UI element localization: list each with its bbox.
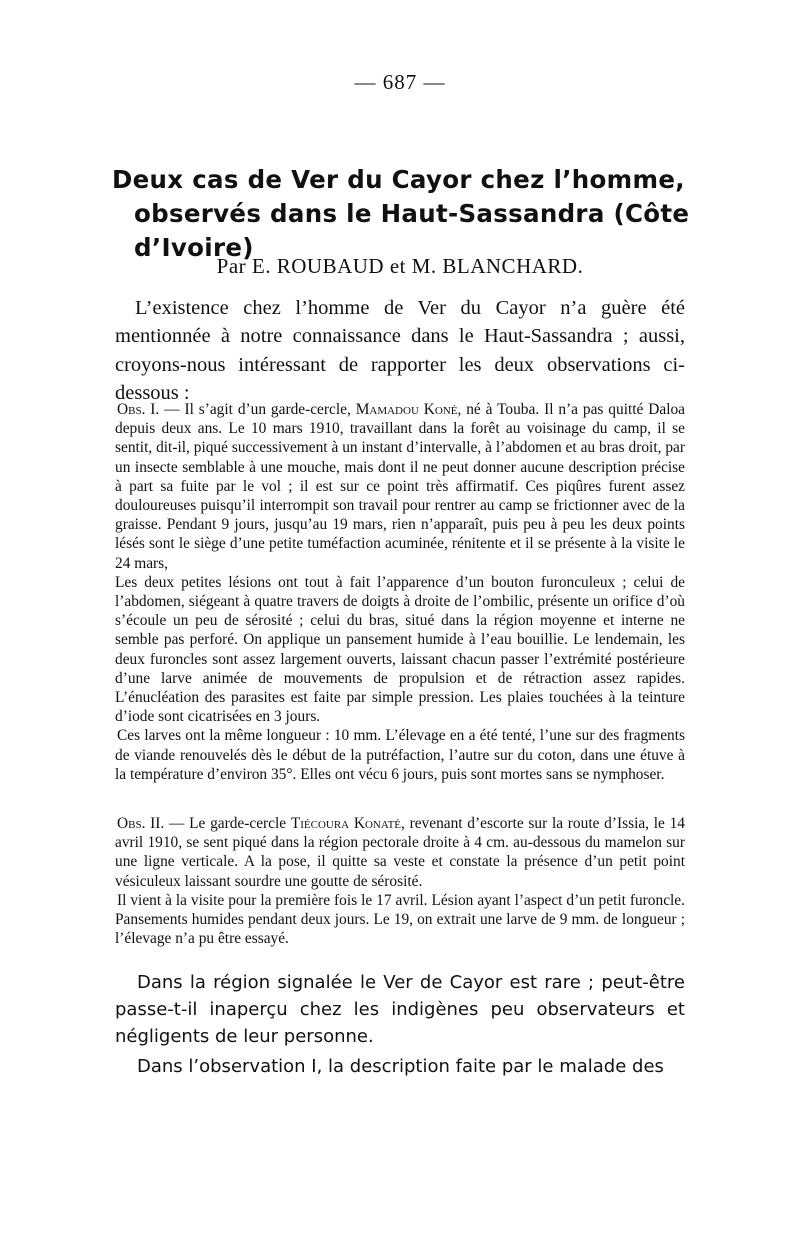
observation-1-paragraph-2: Les deux petites lésions ont tout à fait l’apparence d’un bouton furonculeux ; celui de l’abdomen, siégeant à quatre travers de doigts à droite de l’ombilic, présente un orifice d’où s’écoule un peu de sérosité ; celui du bras, situé dans la région moyenne et interne ne semble pas perforé. On applique un pansement humide à l’eau bouillie. Le lendemain, les deux furoncles sont assez largement ouverts, laissant chacun passer l’extrémité postérieure d’une larve animée de mouvements de propulsion et de rétraction assez rapides. L’énucléation des parasites est faite par simple pression. Les plaies touchées à la teinture d’iode sont cicatrisées en 3 jours. bbox=[115, 573, 685, 726]
observation-1 bbox=[115, 400, 685, 784]
observation-2 bbox=[115, 814, 685, 948]
observation-2-text-a: Le garde-cercle bbox=[184, 815, 291, 832]
authors-byline: Par E. ROUBAUD et M. BLANCHARD. bbox=[216, 254, 584, 278]
intro-paragraph: L’existence chez l’homme de Ver du Cayor n’a guère été mentionnée à notre connaissance dans le Haut-Sassandra ; aussi, croyons-nous intéressant de rapporter les deux observations ci-dessous : bbox=[115, 297, 685, 404]
observation-1-text-a: Il s’agit d’un garde-cercle, bbox=[179, 401, 356, 418]
observation-1-label: Obs. I. — bbox=[117, 401, 180, 418]
observation-1-text-b: , né à Touba. Il n’a pas quitté Daloa depuis deux ans. Le 10 mars 1910, travaillant dans la forêt au voisinage du camp, il se sentit, dit-il, piqué successivement à un instant d’intervalle, à l’abdomen et au bras droit, par un insecte semblable à une mouche, mais dont il ne peut donner aucune description précise à part sa fuite par le vol ; il est sur ce point très affirmatif. Ces piqûres furent assez douloureuses puisqu’il interrompit son travail pour rentrer au camp se frictionner avec de la graisse. Pendant 9 jours, jusqu’au 19 mars, rien n’apparaît, puis peu à peu les deux points lésés sont le siège d’une petite tuméfaction acuminée, rénitente et il se présente à la visite le 24 mars, bbox=[115, 401, 685, 572]
observation-1-paragraph-1 bbox=[115, 400, 685, 573]
closing-text bbox=[115, 970, 685, 1081]
closing-paragraph-2: Dans l’observation I, la description faite par le malade des bbox=[137, 1056, 664, 1078]
observation-1-paragraph-3: Ces larves ont la même longueur : 10 mm. L’élevage en a été tenté, l’une sur des fragments de viande renouvelés dès le début de la putréfaction, l’autre sur du coton, dans une étuve à la température d’environ 35°. Elles ont vécu 6 jours, puis sont mortes sans se nymphoser. bbox=[115, 727, 685, 783]
closing-paragraph-1: Dans la région signalée le Ver de Cayor est rare ; peut-être passe-t-il inaperçu chez les indigènes peu observateurs et négligents de leur personne. bbox=[115, 972, 685, 1047]
observation-2-text-b: , revenant d’escorte sur la route d’Issia, le 14 avril 1910, se sent piqué dans la région pectorale droite à 4 cm. au-dessous du mamelon sur une ligne verticale. A la pose, il quitte sa veste et constate la présence d’un petit point vésiculeux laissant sourdre une goutte de sérosité. bbox=[115, 815, 685, 890]
title-line-1: Deux cas de Ver du Cayor chez l’homme, bbox=[112, 165, 685, 194]
title-line-2: observés dans le Haut-Sassandra (Côte d’Ivoire) bbox=[134, 199, 690, 262]
page-number: — 687 — bbox=[354, 70, 446, 94]
article-title bbox=[112, 163, 712, 265]
observation-2-paragraph-2: Il vient à la visite pour la première fois le 17 avril. Lésion ayant l’aspect d’un petit furoncle. Pansements humides pendant deux jours. Le 19, on extrait une larve de 9 mm. de longueur ; l’élevage n’a pu être essayé. bbox=[115, 891, 685, 948]
observation-2-label: Obs. II. — bbox=[117, 815, 185, 832]
observation-2-paragraph-1 bbox=[115, 814, 685, 891]
patient-name-1: Mamadou Koné bbox=[355, 401, 458, 418]
patient-name-2: Tiécoura Konaté bbox=[290, 815, 402, 832]
